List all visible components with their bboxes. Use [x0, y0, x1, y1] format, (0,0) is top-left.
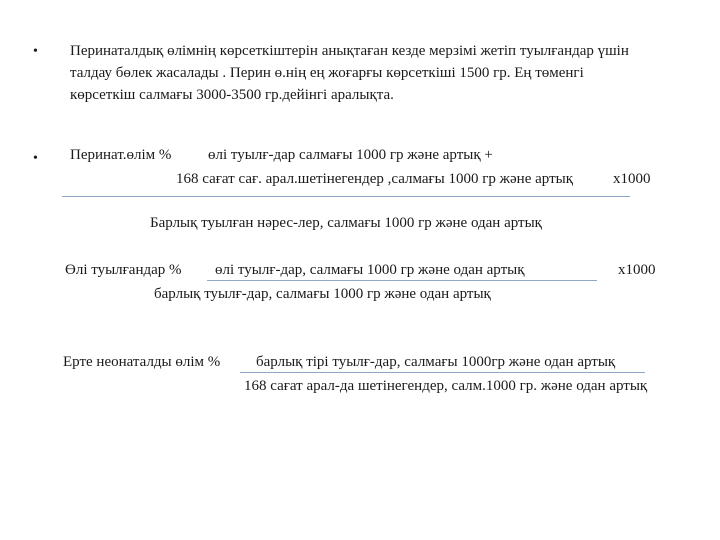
stillbirth-multiplier: х1000	[618, 262, 656, 278]
neonatal-denominator: 168 сағат арал-да шетінегендер, салм.1000 гр. және одан артық	[244, 378, 648, 394]
neonatal-fraction-line	[240, 372, 645, 373]
intro-paragraph	[70, 40, 629, 106]
perinatal-multiplier: х1000	[613, 171, 651, 187]
perinatal-numerator-line-2: 168 сағат сағ. арал.шетінегендер ,салмағы 1000 гр және артық	[176, 171, 573, 187]
stillbirth-fraction-line	[207, 280, 597, 281]
intro-line-3: көрсеткіш салмағы 3000-3500 гр.дейінгі аралықта.	[70, 87, 394, 103]
perinatal-fraction-line	[62, 196, 630, 197]
perinatal-numerator-line-1: өлі туылғ-дар салмағы 1000 гр және артық +	[208, 147, 493, 163]
intro-line-1: Перинаталдық өлімнің көрсеткіштерін анықтаған кезде мерзімі жетіп туылғандар үшін	[70, 43, 629, 59]
neonatal-numerator: барлық тірі туылғ-дар, салмағы 1000гр және одан артық	[256, 354, 616, 370]
bullet-2: •	[33, 151, 38, 166]
stillbirth-numerator: өлі туылғ-дар, салмағы 1000 гр және одан артық	[215, 262, 525, 278]
stillbirth-denominator: барлық туылғ-дар, салмағы 1000 гр және одан артық	[154, 286, 491, 302]
neonatal-label: Ерте неонаталды өлім %	[63, 354, 221, 370]
perinatal-label: Перинат.өлім %	[70, 147, 172, 163]
bullet-1: •	[33, 44, 38, 59]
perinatal-denominator: Барлық туылған нәрес-лер, салмағы 1000 гр және одан артық	[150, 215, 542, 231]
stillbirth-label: Өлі туылғандар %	[65, 262, 182, 278]
intro-line-2: талдау бөлек жасалады . Перин ө.нің ең жоғарғы көрсеткіші 1500 гр. Ең төменгі	[70, 65, 584, 81]
